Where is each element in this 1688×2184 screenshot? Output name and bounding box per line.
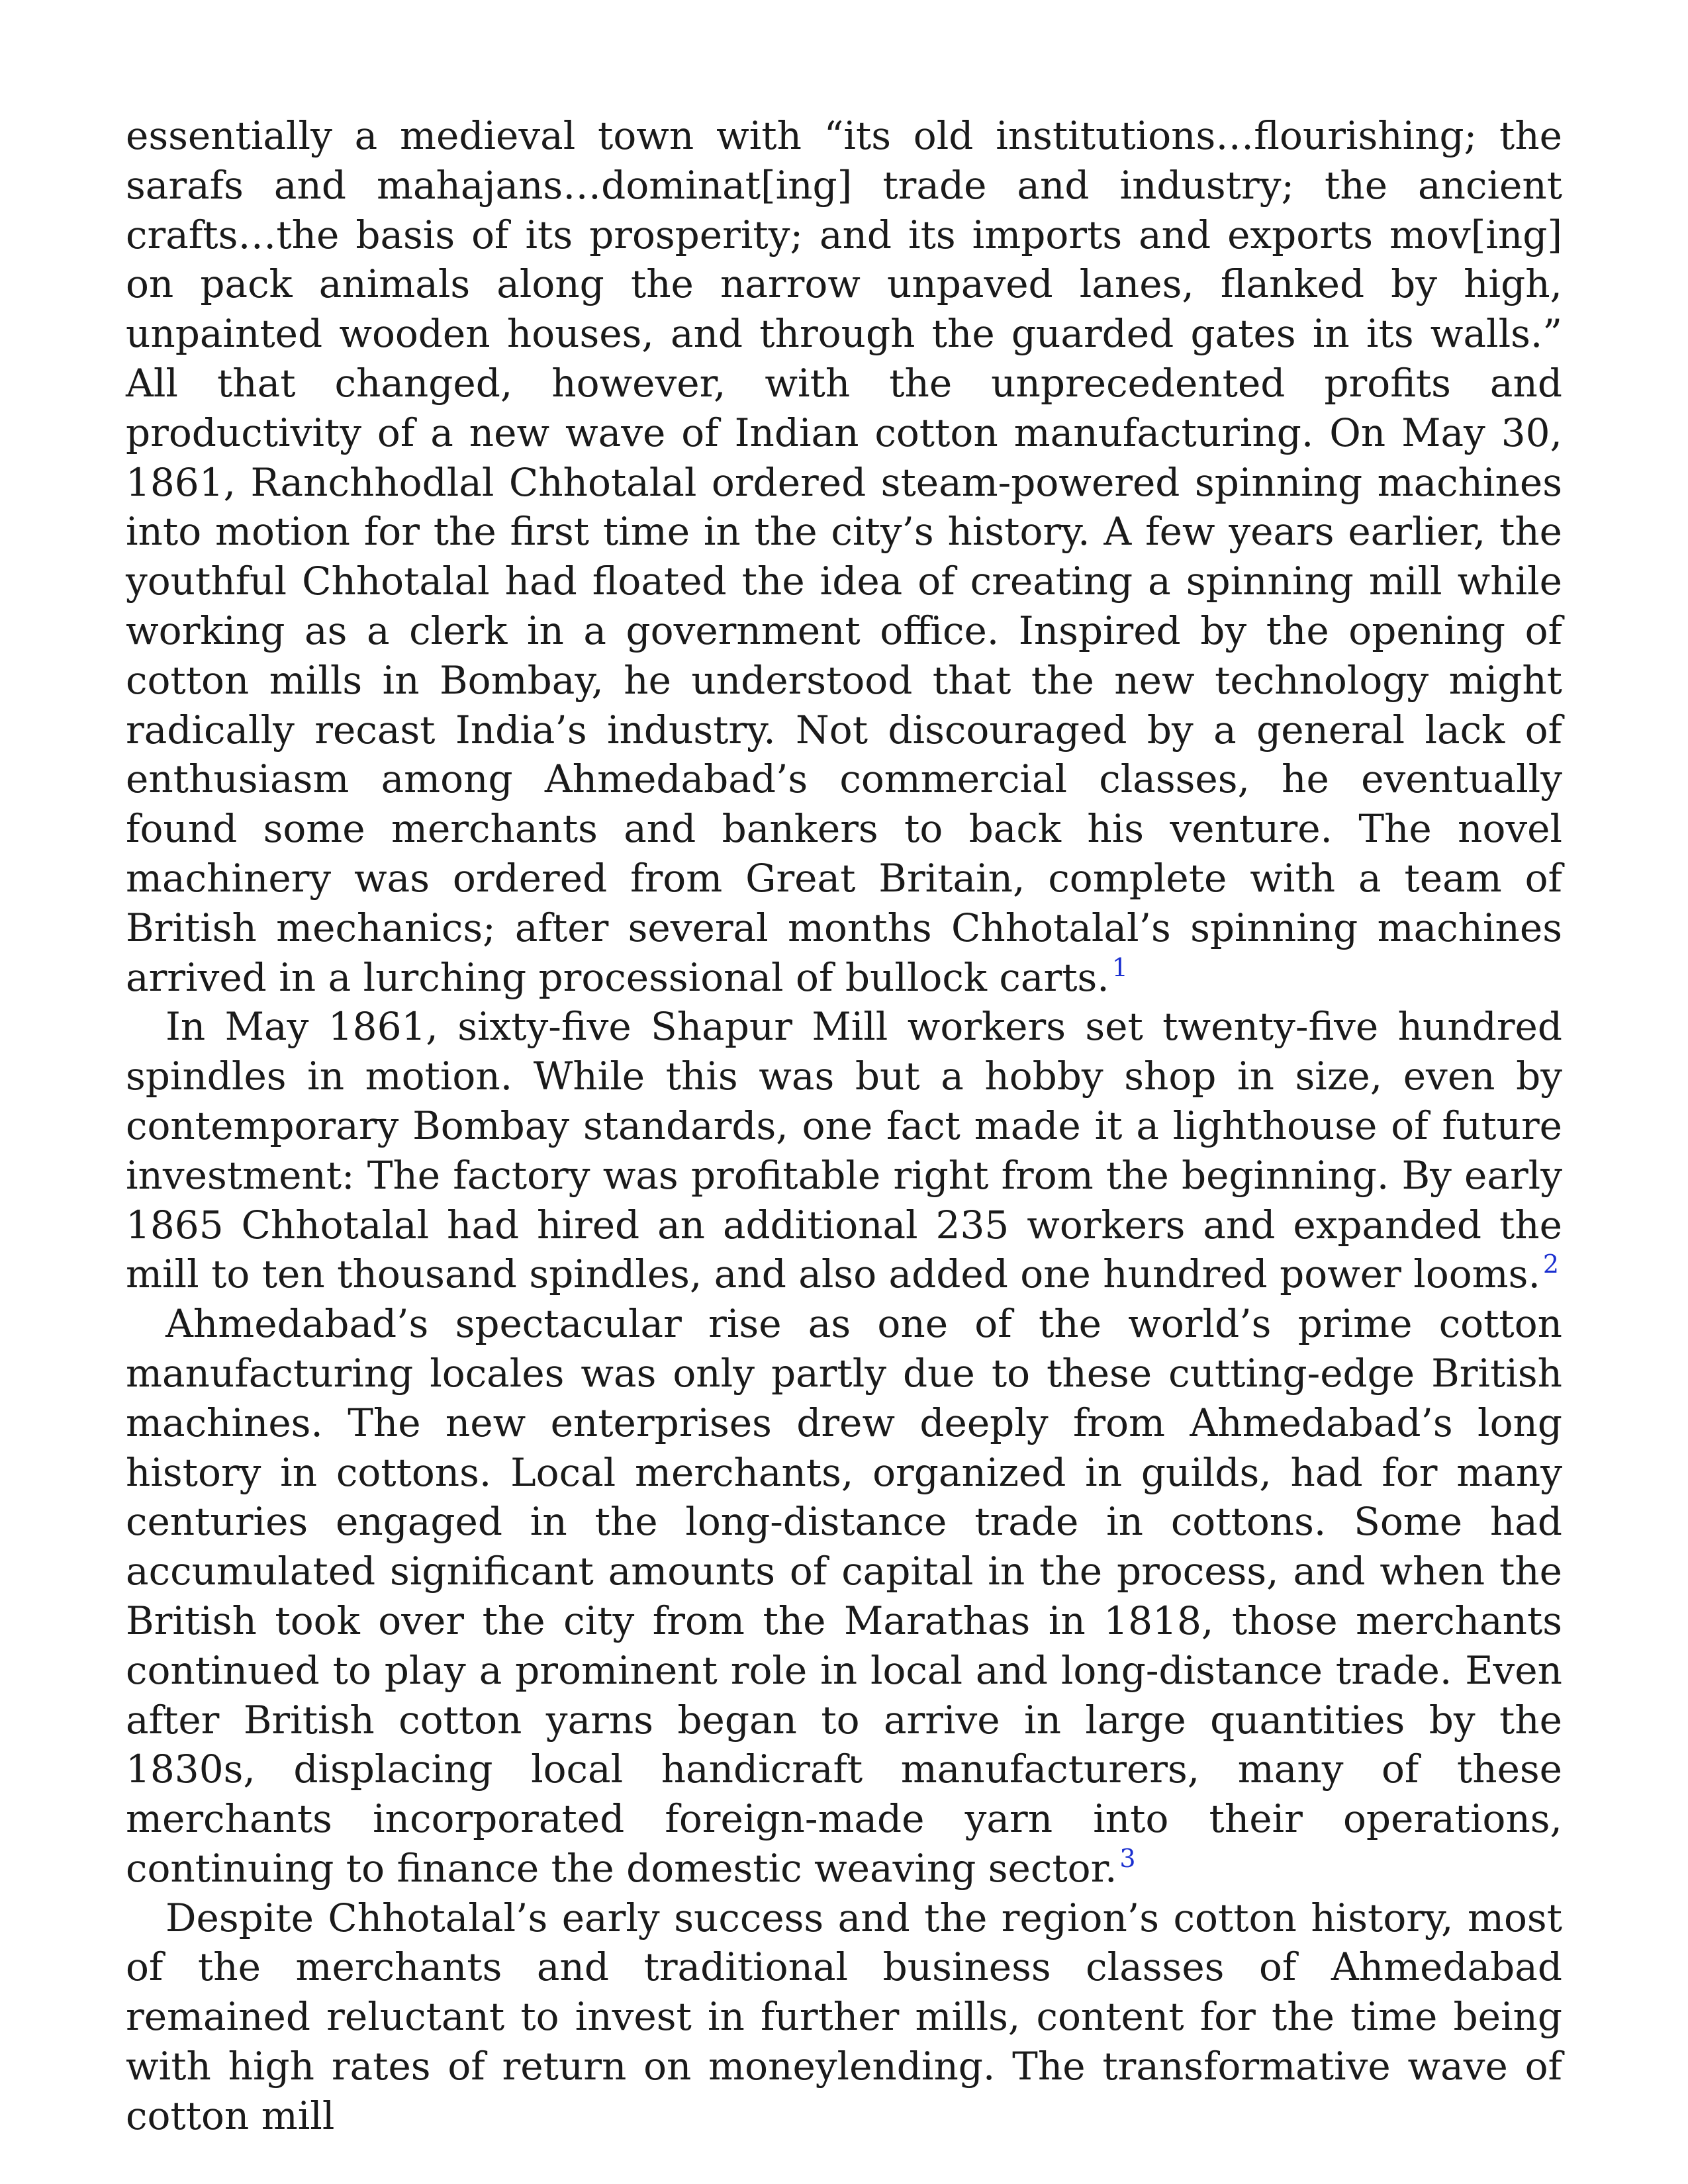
paragraph-2-text: In May 1861, sixty-five Shapur Mill workers set twenty-five hundred spindles in motion. While this was but a hobby shop in size, even by contemporary Bombay standards, one fact made it a lighthouse of future investment: The factory was profitable right from the beginning. By early 1865 Chhotalal had hired an additional 235 workers and expanded the mill to ten thousand spindles, and also added one hundred power looms. bbox=[126, 1004, 1562, 1297]
paragraph-2 bbox=[126, 1002, 1562, 1299]
paragraph-3 bbox=[126, 1299, 1562, 1893]
paragraph-1-text: essentially a medieval town with “its old institutions…flourishing; the sarafs and mahajans…dominat[ing] trade and industry; the ancient crafts…the basis of its prosperity; and its imports and exports mov[ing] on pack animals along the narrow unpaved lanes, flanked by high, unpainted wooden houses, and through the guarded gates in its walls.” All that changed, however, with the unprecedented profits and productivity of a new wave of Indian cotton manufacturing. On May 30, 1861, Ranchhodlal Chhotalal ordered steam-powered spinning machines into motion for the first time in the city’s history. A few years earlier, the youthful Chhotalal had floated the idea of creating a spinning mill while working as a clerk in a government office. Inspired by the opening of cotton mills in Bombay, he understood that the new technology might radically recast India’s industry. Not discouraged by a general lack of enthusiasm among Ahmedabad’s commercial classes, he eventually found some merchants and bankers to back his venture. The novel machinery was ordered from Great Britain, complete with a team of British mechanics; after several months Chhotalal’s spinning machines arrived in a lurching processional of bullock carts. bbox=[126, 113, 1562, 1000]
paragraph-3-text: Ahmedabad’s spectacular rise as one of the world’s prime cotton manufacturing locales was only partly due to these cutting-edge British machines. The new enterprises drew deeply from Ahmedabad’s long history in cottons. Local merchants, organized in guilds, had for many centuries engaged in the long-distance trade in cottons. Some had accumulated significant amounts of capital in the process, and when the British took over the city from the Marathas in 1818, those merchants continued to play a prominent role in local and long-distance trade. Even after British cotton yarns began to arrive in large quantities by the 1830s, displacing local handicraft manufacturers, many of these merchants incorporated foreign-made yarn into their operations, continuing to finance the domestic weaving sector. bbox=[126, 1301, 1562, 1891]
footnote-ref-1[interactable]: 1 bbox=[1111, 952, 1128, 982]
footnote-ref-2[interactable]: 2 bbox=[1542, 1250, 1560, 1279]
paragraph-4 bbox=[126, 1893, 1562, 2141]
paragraph-4-text: Despite Chhotalal’s early success and the region’s cotton history, most of the merchants and traditional business classes of Ahmedabad remained reluctant to invest in further mills, content for the time being with high rates of return on moneylending. The transformative wave of cotton mill bbox=[126, 1895, 1562, 2138]
document-page bbox=[126, 111, 1562, 2141]
footnote-ref-3[interactable]: 3 bbox=[1119, 1843, 1136, 1873]
paragraph-1 bbox=[126, 111, 1562, 1002]
